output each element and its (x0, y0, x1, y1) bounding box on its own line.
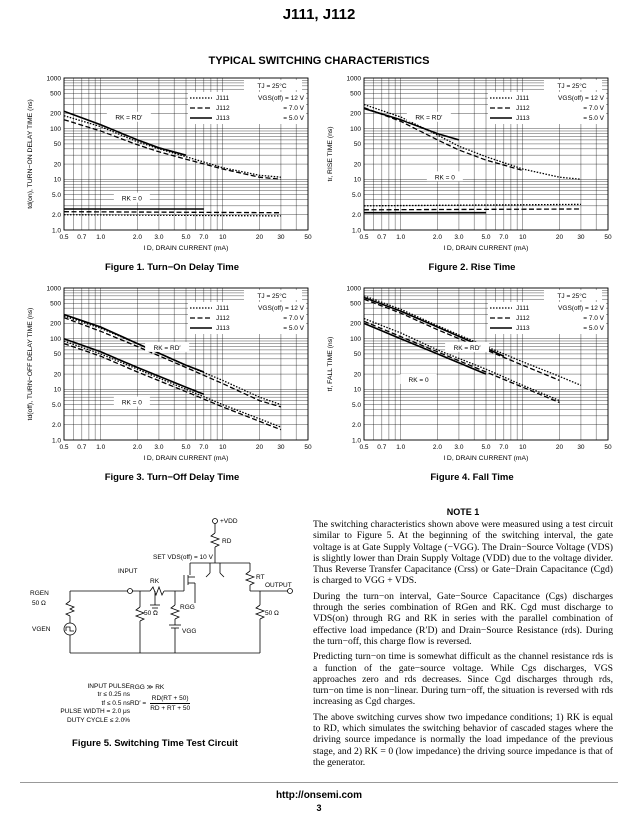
x-axis-label: I D, DRAIN CURRENT (mA) (143, 245, 229, 252)
legend-vgs-value: = 7.0 V (283, 315, 304, 322)
x-tick-label: 3.0 (154, 444, 164, 451)
legend-series-name: J113 (516, 325, 530, 332)
legend-series-name: J113 (516, 115, 530, 122)
x-tick-label: 5.0 (181, 234, 191, 241)
pulse-spec-line: INPUT PULSE (87, 683, 130, 690)
x-tick-label: 10 (219, 444, 227, 451)
y-tick-label: 500 (50, 300, 61, 308)
legend-vgs-value: VGS(off) = 12 V (558, 95, 604, 102)
legend-series-name: J111 (216, 305, 230, 312)
legend-series-name: J112 (216, 105, 230, 112)
set-vds-label: SET VDS(off) = 10 V (153, 554, 213, 561)
chart-svg (22, 282, 322, 482)
legend-series-name: J112 (516, 105, 530, 112)
y-tick-label: 100 (50, 125, 61, 133)
vgen-label: VGEN (32, 626, 51, 633)
y-tick-label: 1.0 (351, 227, 361, 235)
x-tick-label: 20 (255, 444, 264, 451)
vgg-label: VGG (182, 628, 197, 635)
series-line (64, 116, 281, 178)
pulse-spec-line: tr ≤ 0.25 ns (97, 691, 130, 699)
x-tick-label: 7.0 (199, 444, 209, 451)
y-tick-label: 50 (53, 141, 61, 149)
footer-divider (20, 782, 618, 783)
y-axis-label: tf, FALL TIME (ns) (327, 336, 334, 392)
x-tick-label: 5.0 (481, 444, 491, 451)
legend-series-name: J113 (216, 115, 230, 122)
rk-zero-annotation: RK = 0 (121, 195, 142, 203)
note-paragraph: During the turn−on interval, Gate−Source Capacitance (Cgs) discharges through the series combination of RGen and RK. Cgd must discharge to VDS(on) through RG and RK in series with the parallel combination of effective load impedance (R′D) and Drain−Source Resistance (rds). During the turn−off, this charge flow is reversed. (313, 590, 613, 647)
footer-url[interactable]: http://onsemi.com (275, 790, 363, 801)
x-tick-label: 50 (304, 444, 312, 451)
rk-zero-annotation: RK = 0 (408, 376, 429, 384)
y-tick-label: 100 (350, 335, 361, 343)
legend-vgs-value: = 5.0 V (283, 325, 304, 332)
page-number: 3 (316, 803, 322, 813)
x-axis-label: I D, DRAIN CURRENT (mA) (443, 455, 529, 462)
y-tick-label: 1.0 (51, 227, 61, 235)
x-tick-label: 2.0 (132, 234, 142, 241)
x-tick-label: 7.0 (499, 444, 509, 451)
y-tick-label: 200 (350, 110, 361, 118)
r50b-label: 50 Ω (265, 610, 279, 617)
x-tick-label: 0.7 (377, 234, 387, 241)
y-tick-label: 5.0 (351, 191, 361, 199)
x-axis-label: I D, DRAIN CURRENT (mA) (443, 245, 529, 252)
x-tick-label: 20 (555, 444, 564, 451)
note-title: NOTE 1 (446, 507, 480, 517)
y-tick-label: 1.0 (51, 437, 61, 445)
x-tick-label: 50 (604, 234, 612, 241)
legend-vgs-value: = 7.0 V (283, 105, 304, 112)
switching-test-circuit (10, 513, 300, 673)
y-tick-label: 1.0 (351, 437, 361, 445)
y-tick-label: 200 (50, 110, 61, 118)
rgen-label: RGEN (30, 590, 49, 597)
y-tick-label: 2.0 (351, 422, 361, 430)
series-line (364, 204, 581, 205)
x-tick-label: 0.5 (59, 234, 69, 241)
y-tick-label: 500 (350, 90, 361, 98)
x-tick-label: 0.7 (377, 444, 387, 451)
x-tick-label: 30 (277, 444, 285, 451)
pulse-spec-line: DUTY CYCLE ≤ 2.0% (66, 716, 130, 724)
fig4-caption: Figure 4. Fall Time (430, 472, 514, 483)
note-paragraph: The above switching curves show two impedance conditions; 1) RK is equal to RD, which simulates the switching behavior of cascaded stages where the driving source impedance is normally the load impedance of the previous stage, and 2) RK = 0 (low impedance) the driving source impedance is that of the generator. (313, 711, 613, 768)
y-tick-label: 100 (350, 125, 361, 133)
x-tick-label: 0.5 (359, 234, 369, 241)
y-tick-label: 50 (53, 351, 61, 359)
formula-numerator: RD(RT + 50) (151, 695, 189, 702)
x-tick-label: 0.5 (59, 444, 69, 451)
legend-series-name: J112 (516, 315, 530, 322)
rt-label: RT (256, 574, 265, 581)
x-tick-label: 3.0 (454, 444, 464, 451)
y-tick-label: 5.0 (51, 401, 61, 409)
x-tick-label: 50 (304, 234, 312, 241)
x-tick-label: 5.0 (181, 444, 191, 451)
y-tick-label: 1000 (46, 75, 61, 83)
chart-fig3 (22, 282, 322, 482)
x-tick-label: 1.0 (96, 444, 106, 451)
y-tick-label: 50 (353, 351, 361, 359)
x-tick-label: 0.7 (77, 234, 87, 241)
x-tick-label: 20 (255, 234, 264, 241)
y-tick-label: 20 (353, 161, 361, 169)
y-tick-label: 200 (50, 320, 61, 328)
output-label: OUTPUT (265, 582, 292, 589)
y-tick-label: 2.0 (51, 422, 61, 430)
rk-zero-annotation: RK = 0 (434, 174, 455, 182)
x-tick-label: 1.0 (96, 234, 106, 241)
rk-zero-annotation: RK = 0 (121, 399, 142, 407)
y-tick-label: 2.0 (351, 212, 361, 220)
y-axis-label: td(on), TURN−ON DELAY TIME (ns) (27, 99, 34, 209)
formula-denominator: RD + RT + 50 (150, 705, 191, 712)
page-title: J111, J112 (282, 6, 356, 23)
rgen-value: 50 Ω (32, 600, 46, 607)
temperature-condition: TJ = 25°C (557, 83, 587, 90)
legend-series-name: J113 (216, 325, 230, 332)
x-tick-label: 1.0 (396, 234, 406, 241)
temperature-condition: TJ = 25°C (257, 293, 287, 300)
legend-series-name: J111 (516, 95, 530, 102)
x-tick-label: 0.5 (359, 444, 369, 451)
legend-vgs-value: = 5.0 V (283, 115, 304, 122)
y-tick-label: 2.0 (51, 212, 61, 220)
fig5-caption: Figure 5. Switching Time Test Circuit (72, 738, 238, 749)
y-tick-label: 50 (353, 141, 361, 149)
legend-vgs-value: = 5.0 V (583, 115, 604, 122)
chart-svg (22, 72, 322, 272)
x-tick-label: 5.0 (481, 234, 491, 241)
note-paragraph: The switching characteristics shown above were measured using a test circuit similar to Figure 5. At the beginning of the switching interval, the gate voltage is at Gate Supply Voltage (−VGG). The Drain−Source Voltage (VDS) is slightly lower than Drain Supply Voltage (VDD) due to the voltage divider. Thus Reverse Transfer Capacitance (Crss) or Gate−Drain Capacitance (Cgd) is charged to VGG + VDS. (313, 519, 613, 587)
rd-formula (130, 683, 270, 713)
y-tick-label: 100 (50, 335, 61, 343)
y-tick-label: 1000 (346, 285, 361, 293)
y-tick-label: 5.0 (51, 191, 61, 199)
x-axis-label: I D, DRAIN CURRENT (mA) (143, 455, 229, 462)
rk-high-annotation: RK = RD′ (153, 344, 181, 352)
legend-vgs-value: VGS(off) = 12 V (558, 305, 604, 312)
legend-vgs-value: = 7.0 V (583, 315, 604, 322)
fig1-caption: Figure 1. Turn−On Delay Time (104, 262, 239, 273)
legend-series-name: J111 (216, 95, 230, 102)
x-tick-label: 30 (277, 234, 285, 241)
x-tick-label: 20 (555, 234, 564, 241)
series-line (64, 212, 281, 213)
r50a-label: 50 Ω (144, 610, 158, 617)
y-tick-label: 10 (353, 386, 361, 394)
y-tick-label: 1000 (346, 75, 361, 83)
note-body (313, 519, 613, 772)
x-tick-label: 10 (519, 444, 527, 451)
y-tick-label: 200 (350, 320, 361, 328)
y-tick-label: 500 (350, 300, 361, 308)
rk-high-annotation: RK = RD′ (115, 114, 143, 122)
y-axis-label: tr, RISE TIME (ns) (327, 126, 334, 182)
temperature-condition: TJ = 25°C (557, 293, 587, 300)
x-tick-label: 30 (577, 444, 585, 451)
y-axis-label: td(off), TURN−OFF DELAY TIME (ns) (27, 307, 34, 421)
x-tick-label: 3.0 (154, 234, 164, 241)
series-line (364, 209, 581, 210)
x-tick-label: 2.0 (132, 444, 142, 451)
chart-fig4 (322, 282, 622, 482)
rgg-condition: RGG ≫ RK (130, 684, 165, 691)
input-label: INPUT (118, 568, 138, 575)
chart-svg (322, 72, 622, 272)
temperature-condition: TJ = 25°C (257, 83, 287, 90)
y-tick-label: 10 (353, 176, 361, 184)
note-paragraph: Predicting turn−on time is somewhat difficult as the channel resistance rds is a function of the gate−source voltage. While Cgs discharges, VGS approaches zero and rds decreases. Since Cgd discharges through rds, turn−on time is non−linear. During turn−off, the situation is reversed with rds increasing as Cgd charges. (313, 651, 613, 708)
y-tick-label: 20 (353, 371, 361, 379)
fig2-caption: Figure 2. Rise Time (428, 262, 516, 273)
y-tick-label: 10 (53, 386, 61, 394)
y-tick-label: 20 (53, 161, 61, 169)
y-tick-label: 5.0 (351, 401, 361, 409)
rd-label: RD (222, 538, 232, 545)
legend-vgs-value: = 7.0 V (583, 105, 604, 112)
pulse-spec (40, 683, 130, 725)
x-tick-label: 2.0 (432, 444, 442, 451)
x-tick-label: 0.7 (77, 444, 87, 451)
y-tick-label: 500 (50, 90, 61, 98)
x-tick-label: 10 (519, 234, 527, 241)
x-tick-label: 10 (219, 234, 227, 241)
formula-lhs: RD′ = (130, 700, 147, 707)
rk-high-annotation: RK = RD′ (415, 114, 443, 122)
y-tick-label: 20 (53, 371, 61, 379)
chart-fig1 (22, 72, 322, 272)
x-tick-label: 7.0 (199, 234, 209, 241)
legend-vgs-value: VGS(off) = 12 V (258, 305, 304, 312)
x-tick-label: 3.0 (454, 234, 464, 241)
pulse-spec-line: tf ≤ 0.5 ns (101, 699, 130, 707)
chart-fig2 (322, 72, 622, 272)
x-tick-label: 1.0 (396, 444, 406, 451)
section-title: TYPICAL SWITCHING CHARACTERISTICS (208, 55, 430, 67)
legend-vgs-value: VGS(off) = 12 V (258, 95, 304, 102)
x-tick-label: 7.0 (499, 234, 509, 241)
fig3-caption: Figure 3. Turn−Off Delay Time (104, 472, 240, 483)
y-tick-label: 1000 (46, 285, 61, 293)
rk-high-annotation: RK = RD′ (453, 344, 481, 352)
legend-vgs-value: = 5.0 V (583, 325, 604, 332)
series-line (64, 344, 281, 430)
legend-series-name: J111 (516, 305, 530, 312)
x-tick-label: 50 (604, 444, 612, 451)
pulse-spec-line: PULSE WIDTH = 2.0 μs (60, 708, 130, 716)
rgg-label: RGG (180, 604, 195, 611)
y-tick-label: 10 (53, 176, 61, 184)
legend-series-name: J112 (216, 315, 230, 322)
rk-label: RK (150, 578, 160, 585)
x-tick-label: 2.0 (432, 234, 442, 241)
x-tick-label: 30 (577, 234, 585, 241)
vdd-label: +VDD (220, 518, 238, 525)
chart-svg (322, 282, 622, 482)
